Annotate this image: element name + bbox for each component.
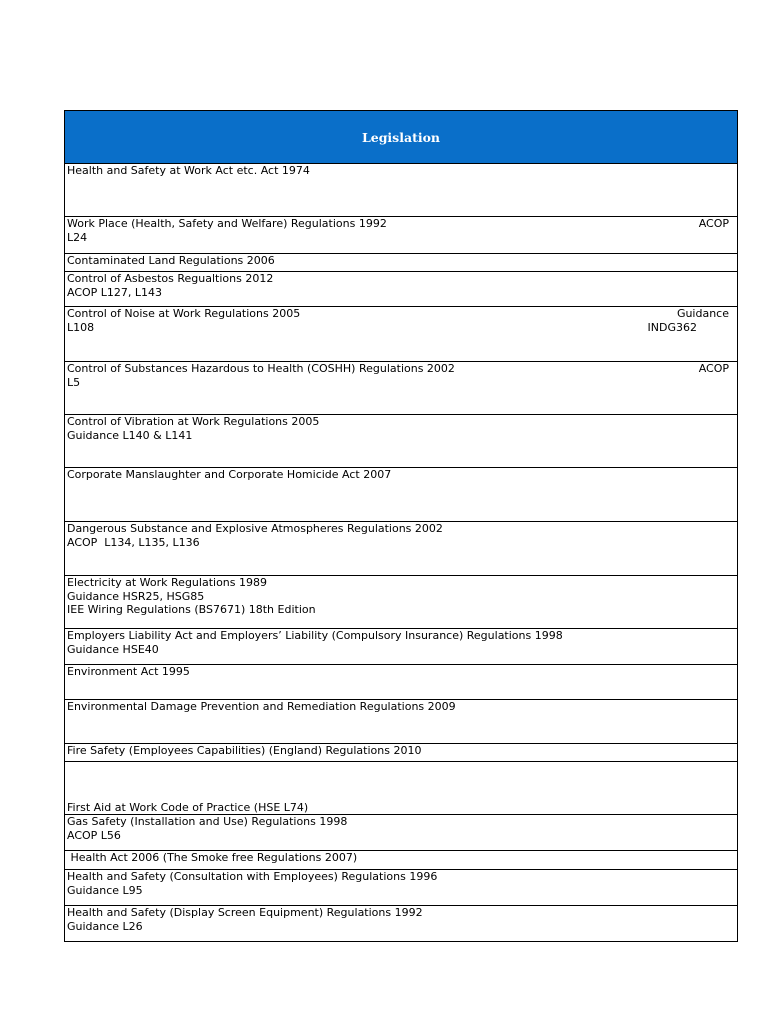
table-row [65,576,738,629]
legislation-guidance-line [67,884,729,898]
legislation-guidance: ACOP L127, L143 [67,285,163,299]
legislation-guidance-note: INDG362 [647,320,697,334]
legislation-cell [65,217,738,254]
legislation-title: Employers Liability Act and Employers’ Liability (Compulsory Insurance) Regulations 1998 [67,629,563,642]
legislation-guidance-line [67,536,729,550]
table-row [65,851,738,870]
table-row [65,744,738,762]
legislation-guidance: L108 [67,320,95,334]
table-row [65,307,738,362]
legislation-title-line [67,468,729,482]
legislation-table [64,110,738,942]
table-row [65,362,738,415]
legislation-guidance: L24 [67,230,88,244]
legislation-cell [65,164,738,217]
table-row [65,906,738,942]
legislation-title: Fire Safety (Employees Capabilities) (England) Regulations 2010 [67,744,422,757]
legislation-guidance-line [67,231,729,245]
table-row [65,522,738,576]
legislation-title: Health and Safety (Display Screen Equipment) Regulations 1992 [67,906,423,919]
legislation-guidance: L5 [67,375,81,389]
table-row [65,700,738,744]
legislation-guidance-line [67,376,729,390]
legislation-title: Corporate Manslaughter and Corporate Homicide Act 2007 [67,468,392,481]
legislation-guidance-line [67,286,729,300]
table-body [65,164,738,942]
legislation-title: Control of Vibration at Work Regulations 2005 [67,415,320,428]
table-row [65,415,738,468]
legislation-guidance: Guidance HSR25, HSG85 [67,589,205,603]
table-row [65,164,738,217]
table-header-row [65,111,738,164]
legislation-title-note: Guidance [676,307,729,320]
legislation-title: Health and Safety (Consultation with Employees) Regulations 1996 [67,870,438,883]
legislation-guidance-line [67,829,729,843]
legislation-title-line [67,362,729,376]
legislation-title-line [67,744,729,758]
legislation-cell [65,468,738,522]
legislation-title-note: ACOP [698,217,729,230]
legislation-cell [65,851,738,870]
legislation-title: Dangerous Substance and Explosive Atmospheres Regulations 2002 [67,522,443,535]
legislation-cell [65,629,738,665]
legislation-title-line [67,870,729,884]
legislation-title-line [67,700,729,714]
legislation-title-line [67,217,729,231]
legislation-cell [65,762,738,815]
legislation-title: Environmental Damage Prevention and Remediation Regulations 2009 [67,700,456,713]
table-row [65,870,738,906]
legislation-guidance: Guidance L95 [67,883,143,897]
legislation-guidance: Guidance L26 [67,919,143,933]
table-row [65,762,738,815]
legislation-cell [65,815,738,851]
legislation-cell [65,906,738,942]
legislation-title: Work Place (Health, Safety and Welfare) Regulations 1992 [67,217,387,230]
table-row [65,815,738,851]
legislation-title-line [67,851,729,865]
legislation-guidance: ACOP L56 [67,828,121,842]
legislation-guidance-line [67,321,729,335]
legislation-guidance: ACOP L134, L135, L136 [67,535,200,549]
legislation-title-line [67,906,729,920]
legislation-title-line [67,415,729,429]
legislation-cell [65,744,738,762]
table-row [65,272,738,307]
legislation-cell [65,254,738,272]
legislation-title: Contaminated Land Regulations 2006 [67,254,275,267]
legislation-guidance-line [67,920,729,934]
table-row [65,665,738,700]
legislation-cell [65,307,738,362]
legislation-title: Health Act 2006 (The Smoke free Regulations 2007) [67,851,358,864]
legislation-title-line [67,307,729,321]
legislation-cell [65,870,738,906]
legislation-guidance-line [67,643,729,657]
legislation-title: Electricity at Work Regulations 1989 [67,576,267,589]
legislation-title-note: ACOP [698,362,729,375]
legislation-cell [65,576,738,629]
legislation-cell [65,522,738,576]
legislation-guidance-line [67,429,729,443]
legislation-title-line [67,164,729,178]
legislation-cell [65,700,738,744]
legislation-title: Environment Act 1995 [67,665,190,678]
legislation-title: Health and Safety at Work Act etc. Act 1974 [67,164,310,177]
legislation-title: First Aid at Work Code of Practice (HSE L74) [67,800,309,814]
legislation-title-line [67,815,729,829]
legislation-extra-line [67,603,729,617]
legislation-title: Control of Noise at Work Regulations 2005 [67,307,301,320]
legislation-title-line [67,272,729,286]
legislation-guidance-line [67,590,729,604]
table-row [65,254,738,272]
table-row [65,217,738,254]
legislation-title-line [67,801,729,815]
legislation-title: Control of Asbestos Regualtions 2012 [67,272,274,285]
legislation-guidance: Guidance L140 & L141 [67,428,193,442]
legislation-title: Gas Safety (Installation and Use) Regulations 1998 [67,815,348,828]
legislation-cell [65,415,738,468]
legislation-extra: IEE Wiring Regulations (BS7671) 18th Edition [67,603,316,616]
legislation-title-line [67,665,729,679]
legislation-title-line [67,522,729,536]
legislation-guidance: Guidance HSE40 [67,642,159,656]
legislation-title-line [67,254,729,268]
table-row [65,629,738,665]
legislation-title: Control of Substances Hazardous to Health (COSHH) Regulations 2002 [67,362,455,375]
legislation-title-line [67,629,729,643]
table-header: Legislation [65,111,738,164]
table-row [65,468,738,522]
legislation-cell [65,665,738,700]
legislation-cell [65,272,738,307]
legislation-cell [65,362,738,415]
legislation-title-line [67,576,729,590]
